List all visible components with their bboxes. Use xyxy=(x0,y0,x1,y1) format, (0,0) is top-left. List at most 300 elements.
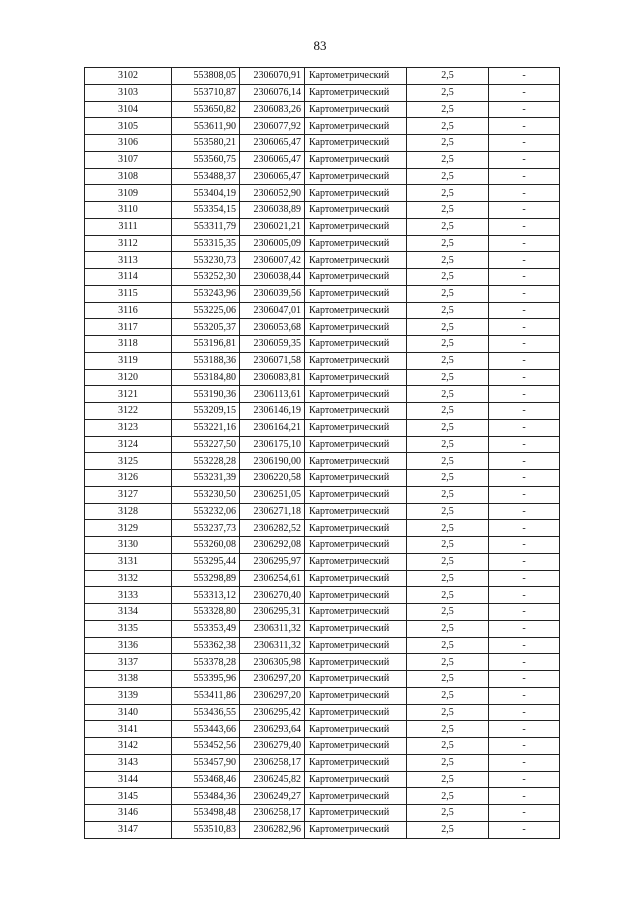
note-cell: - xyxy=(489,218,560,235)
y-coordinate-cell: 2306053,68 xyxy=(240,319,305,336)
note-cell: - xyxy=(489,302,560,319)
point-number-cell: 3123 xyxy=(85,419,172,436)
method-cell: Картометрический xyxy=(305,654,407,671)
x-coordinate-cell: 553457,90 xyxy=(172,754,240,771)
method-cell: Картометрический xyxy=(305,587,407,604)
table-row xyxy=(85,738,560,755)
method-cell: Картометрический xyxy=(305,553,407,570)
point-number-cell: 3128 xyxy=(85,503,172,520)
note-cell: - xyxy=(489,403,560,420)
method-cell: Картометрический xyxy=(305,151,407,168)
note-cell: - xyxy=(489,436,560,453)
point-number-cell: 3130 xyxy=(85,537,172,554)
note-cell: - xyxy=(489,520,560,537)
note-cell: - xyxy=(489,570,560,587)
note-cell: - xyxy=(489,687,560,704)
accuracy-cell: 2,5 xyxy=(407,754,489,771)
x-coordinate-cell: 553190,36 xyxy=(172,386,240,403)
table-row xyxy=(85,537,560,554)
note-cell: - xyxy=(489,235,560,252)
method-cell: Картометрический xyxy=(305,436,407,453)
point-number-cell: 3144 xyxy=(85,771,172,788)
x-coordinate-cell: 553252,30 xyxy=(172,269,240,286)
coordinates-table-body xyxy=(85,68,560,839)
method-cell: Картометрический xyxy=(305,369,407,386)
table-row xyxy=(85,520,560,537)
point-number-cell: 3135 xyxy=(85,620,172,637)
x-coordinate-cell: 553221,16 xyxy=(172,419,240,436)
y-coordinate-cell: 2306065,47 xyxy=(240,135,305,152)
method-cell: Картометрический xyxy=(305,252,407,269)
table-row xyxy=(85,470,560,487)
table-row xyxy=(85,101,560,118)
note-cell: - xyxy=(489,503,560,520)
accuracy-cell: 2,5 xyxy=(407,185,489,202)
note-cell: - xyxy=(489,620,560,637)
x-coordinate-cell: 553209,15 xyxy=(172,403,240,420)
method-cell: Картометрический xyxy=(305,118,407,135)
x-coordinate-cell: 553808,05 xyxy=(172,68,240,85)
y-coordinate-cell: 2306039,56 xyxy=(240,285,305,302)
y-coordinate-cell: 2306065,47 xyxy=(240,168,305,185)
table-row xyxy=(85,252,560,269)
accuracy-cell: 2,5 xyxy=(407,570,489,587)
note-cell: - xyxy=(489,721,560,738)
method-cell: Картометрический xyxy=(305,570,407,587)
note-cell: - xyxy=(489,419,560,436)
x-coordinate-cell: 553354,15 xyxy=(172,202,240,219)
method-cell: Картометрический xyxy=(305,721,407,738)
x-coordinate-cell: 553311,79 xyxy=(172,218,240,235)
method-cell: Картометрический xyxy=(305,704,407,721)
y-coordinate-cell: 2306164,21 xyxy=(240,419,305,436)
accuracy-cell: 2,5 xyxy=(407,352,489,369)
y-coordinate-cell: 2306071,58 xyxy=(240,352,305,369)
table-row xyxy=(85,135,560,152)
accuracy-cell: 2,5 xyxy=(407,604,489,621)
y-coordinate-cell: 2306297,20 xyxy=(240,671,305,688)
x-coordinate-cell: 553231,39 xyxy=(172,470,240,487)
point-number-cell: 3131 xyxy=(85,553,172,570)
table-row xyxy=(85,671,560,688)
table-row xyxy=(85,302,560,319)
x-coordinate-cell: 553313,12 xyxy=(172,587,240,604)
method-cell: Картометрический xyxy=(305,754,407,771)
table-row xyxy=(85,151,560,168)
accuracy-cell: 2,5 xyxy=(407,654,489,671)
y-coordinate-cell: 2306249,27 xyxy=(240,788,305,805)
accuracy-cell: 2,5 xyxy=(407,151,489,168)
method-cell: Картометрический xyxy=(305,503,407,520)
accuracy-cell: 2,5 xyxy=(407,721,489,738)
x-coordinate-cell: 553378,28 xyxy=(172,654,240,671)
method-cell: Картометрический xyxy=(305,486,407,503)
table-row xyxy=(85,386,560,403)
x-coordinate-cell: 553580,21 xyxy=(172,135,240,152)
method-cell: Картометрический xyxy=(305,269,407,286)
note-cell: - xyxy=(489,101,560,118)
y-coordinate-cell: 2306065,47 xyxy=(240,151,305,168)
x-coordinate-cell: 553710,87 xyxy=(172,84,240,101)
method-cell: Картометрический xyxy=(305,453,407,470)
point-number-cell: 3105 xyxy=(85,118,172,135)
y-coordinate-cell: 2306311,32 xyxy=(240,637,305,654)
table-row xyxy=(85,285,560,302)
accuracy-cell: 2,5 xyxy=(407,553,489,570)
point-number-cell: 3122 xyxy=(85,403,172,420)
y-coordinate-cell: 2306038,44 xyxy=(240,269,305,286)
y-coordinate-cell: 2306070,91 xyxy=(240,68,305,85)
y-coordinate-cell: 2306038,89 xyxy=(240,202,305,219)
method-cell: Картометрический xyxy=(305,771,407,788)
method-cell: Картометрический xyxy=(305,84,407,101)
accuracy-cell: 2,5 xyxy=(407,218,489,235)
y-coordinate-cell: 2306295,97 xyxy=(240,553,305,570)
note-cell: - xyxy=(489,654,560,671)
method-cell: Картометрический xyxy=(305,821,407,838)
x-coordinate-cell: 553452,56 xyxy=(172,738,240,755)
y-coordinate-cell: 2306258,17 xyxy=(240,754,305,771)
method-cell: Картометрический xyxy=(305,419,407,436)
accuracy-cell: 2,5 xyxy=(407,168,489,185)
note-cell: - xyxy=(489,553,560,570)
x-coordinate-cell: 553484,36 xyxy=(172,788,240,805)
accuracy-cell: 2,5 xyxy=(407,470,489,487)
note-cell: - xyxy=(489,319,560,336)
point-number-cell: 3119 xyxy=(85,352,172,369)
y-coordinate-cell: 2306113,61 xyxy=(240,386,305,403)
method-cell: Картометрический xyxy=(305,805,407,822)
note-cell: - xyxy=(489,336,560,353)
x-coordinate-cell: 553260,08 xyxy=(172,537,240,554)
x-coordinate-cell: 553395,96 xyxy=(172,671,240,688)
table-row xyxy=(85,821,560,838)
table-row xyxy=(85,84,560,101)
x-coordinate-cell: 553510,83 xyxy=(172,821,240,838)
table-row xyxy=(85,118,560,135)
table-row xyxy=(85,185,560,202)
accuracy-cell: 2,5 xyxy=(407,436,489,453)
coordinates-table xyxy=(84,67,560,839)
x-coordinate-cell: 553498,48 xyxy=(172,805,240,822)
y-coordinate-cell: 2306295,31 xyxy=(240,604,305,621)
note-cell: - xyxy=(489,252,560,269)
method-cell: Картометрический xyxy=(305,604,407,621)
method-cell: Картометрический xyxy=(305,68,407,85)
table-row xyxy=(85,604,560,621)
y-coordinate-cell: 2306047,01 xyxy=(240,302,305,319)
y-coordinate-cell: 2306005,09 xyxy=(240,235,305,252)
point-number-cell: 3140 xyxy=(85,704,172,721)
table-row xyxy=(85,587,560,604)
method-cell: Картометрический xyxy=(305,352,407,369)
y-coordinate-cell: 2306190,00 xyxy=(240,453,305,470)
table-row xyxy=(85,687,560,704)
y-coordinate-cell: 2306254,61 xyxy=(240,570,305,587)
table-row xyxy=(85,771,560,788)
y-coordinate-cell: 2306175,10 xyxy=(240,436,305,453)
note-cell: - xyxy=(489,151,560,168)
table-row xyxy=(85,788,560,805)
accuracy-cell: 2,5 xyxy=(407,788,489,805)
accuracy-cell: 2,5 xyxy=(407,336,489,353)
point-number-cell: 3132 xyxy=(85,570,172,587)
accuracy-cell: 2,5 xyxy=(407,587,489,604)
x-coordinate-cell: 553232,06 xyxy=(172,503,240,520)
table-row xyxy=(85,620,560,637)
note-cell: - xyxy=(489,537,560,554)
accuracy-cell: 2,5 xyxy=(407,520,489,537)
note-cell: - xyxy=(489,118,560,135)
note-cell: - xyxy=(489,805,560,822)
y-coordinate-cell: 2306021,21 xyxy=(240,218,305,235)
method-cell: Картометрический xyxy=(305,671,407,688)
note-cell: - xyxy=(489,185,560,202)
accuracy-cell: 2,5 xyxy=(407,285,489,302)
method-cell: Картометрический xyxy=(305,235,407,252)
point-number-cell: 3110 xyxy=(85,202,172,219)
y-coordinate-cell: 2306059,35 xyxy=(240,336,305,353)
point-number-cell: 3107 xyxy=(85,151,172,168)
accuracy-cell: 2,5 xyxy=(407,403,489,420)
point-number-cell: 3118 xyxy=(85,336,172,353)
point-number-cell: 3124 xyxy=(85,436,172,453)
y-coordinate-cell: 2306077,92 xyxy=(240,118,305,135)
accuracy-cell: 2,5 xyxy=(407,202,489,219)
x-coordinate-cell: 553362,38 xyxy=(172,637,240,654)
accuracy-cell: 2,5 xyxy=(407,537,489,554)
x-coordinate-cell: 553243,96 xyxy=(172,285,240,302)
point-number-cell: 3108 xyxy=(85,168,172,185)
point-number-cell: 3111 xyxy=(85,218,172,235)
method-cell: Картометрический xyxy=(305,185,407,202)
method-cell: Картометрический xyxy=(305,218,407,235)
table-row xyxy=(85,637,560,654)
note-cell: - xyxy=(489,386,560,403)
method-cell: Картометрический xyxy=(305,520,407,537)
note-cell: - xyxy=(489,369,560,386)
y-coordinate-cell: 2306295,42 xyxy=(240,704,305,721)
method-cell: Картометрический xyxy=(305,738,407,755)
y-coordinate-cell: 2306279,40 xyxy=(240,738,305,755)
method-cell: Картометрический xyxy=(305,386,407,403)
y-coordinate-cell: 2306251,05 xyxy=(240,486,305,503)
y-coordinate-cell: 2306007,42 xyxy=(240,252,305,269)
accuracy-cell: 2,5 xyxy=(407,235,489,252)
point-number-cell: 3141 xyxy=(85,721,172,738)
y-coordinate-cell: 2306292,08 xyxy=(240,537,305,554)
x-coordinate-cell: 553225,06 xyxy=(172,302,240,319)
table-row xyxy=(85,553,560,570)
x-coordinate-cell: 553611,90 xyxy=(172,118,240,135)
note-cell: - xyxy=(489,771,560,788)
point-number-cell: 3134 xyxy=(85,604,172,621)
method-cell: Картометрический xyxy=(305,788,407,805)
y-coordinate-cell: 2306293,64 xyxy=(240,721,305,738)
y-coordinate-cell: 2306297,20 xyxy=(240,687,305,704)
point-number-cell: 3139 xyxy=(85,687,172,704)
accuracy-cell: 2,5 xyxy=(407,101,489,118)
table-row xyxy=(85,336,560,353)
method-cell: Картометрический xyxy=(305,135,407,152)
x-coordinate-cell: 553328,80 xyxy=(172,604,240,621)
note-cell: - xyxy=(489,587,560,604)
table-row xyxy=(85,68,560,85)
point-number-cell: 3147 xyxy=(85,821,172,838)
x-coordinate-cell: 553295,44 xyxy=(172,553,240,570)
accuracy-cell: 2,5 xyxy=(407,453,489,470)
table-row xyxy=(85,654,560,671)
y-coordinate-cell: 2306052,90 xyxy=(240,185,305,202)
table-row xyxy=(85,403,560,420)
note-cell: - xyxy=(489,671,560,688)
note-cell: - xyxy=(489,202,560,219)
method-cell: Картометрический xyxy=(305,168,407,185)
y-coordinate-cell: 2306220,58 xyxy=(240,470,305,487)
note-cell: - xyxy=(489,285,560,302)
note-cell: - xyxy=(489,486,560,503)
point-number-cell: 3115 xyxy=(85,285,172,302)
accuracy-cell: 2,5 xyxy=(407,419,489,436)
point-number-cell: 3125 xyxy=(85,453,172,470)
x-coordinate-cell: 553315,35 xyxy=(172,235,240,252)
x-coordinate-cell: 553443,66 xyxy=(172,721,240,738)
point-number-cell: 3104 xyxy=(85,101,172,118)
table-row xyxy=(85,503,560,520)
table-row xyxy=(85,352,560,369)
accuracy-cell: 2,5 xyxy=(407,738,489,755)
y-coordinate-cell: 2306076,14 xyxy=(240,84,305,101)
accuracy-cell: 2,5 xyxy=(407,135,489,152)
table-row xyxy=(85,235,560,252)
note-cell: - xyxy=(489,84,560,101)
point-number-cell: 3103 xyxy=(85,84,172,101)
x-coordinate-cell: 553650,82 xyxy=(172,101,240,118)
note-cell: - xyxy=(489,470,560,487)
accuracy-cell: 2,5 xyxy=(407,486,489,503)
method-cell: Картометрический xyxy=(305,537,407,554)
point-number-cell: 3136 xyxy=(85,637,172,654)
note-cell: - xyxy=(489,604,560,621)
x-coordinate-cell: 553228,28 xyxy=(172,453,240,470)
point-number-cell: 3120 xyxy=(85,369,172,386)
note-cell: - xyxy=(489,704,560,721)
accuracy-cell: 2,5 xyxy=(407,319,489,336)
accuracy-cell: 2,5 xyxy=(407,687,489,704)
accuracy-cell: 2,5 xyxy=(407,637,489,654)
point-number-cell: 3137 xyxy=(85,654,172,671)
point-number-cell: 3121 xyxy=(85,386,172,403)
table-row xyxy=(85,486,560,503)
x-coordinate-cell: 553237,73 xyxy=(172,520,240,537)
table-row xyxy=(85,218,560,235)
x-coordinate-cell: 553298,89 xyxy=(172,570,240,587)
x-coordinate-cell: 553188,36 xyxy=(172,352,240,369)
accuracy-cell: 2,5 xyxy=(407,704,489,721)
x-coordinate-cell: 553230,73 xyxy=(172,252,240,269)
point-number-cell: 3112 xyxy=(85,235,172,252)
y-coordinate-cell: 2306083,81 xyxy=(240,369,305,386)
y-coordinate-cell: 2306282,52 xyxy=(240,520,305,537)
table-row xyxy=(85,319,560,336)
accuracy-cell: 2,5 xyxy=(407,118,489,135)
note-cell: - xyxy=(489,269,560,286)
accuracy-cell: 2,5 xyxy=(407,252,489,269)
point-number-cell: 3146 xyxy=(85,805,172,822)
method-cell: Картометрический xyxy=(305,620,407,637)
accuracy-cell: 2,5 xyxy=(407,821,489,838)
x-coordinate-cell: 553488,37 xyxy=(172,168,240,185)
point-number-cell: 3133 xyxy=(85,587,172,604)
method-cell: Картометрический xyxy=(305,302,407,319)
table-row xyxy=(85,269,560,286)
note-cell: - xyxy=(489,738,560,755)
table-row xyxy=(85,704,560,721)
accuracy-cell: 2,5 xyxy=(407,805,489,822)
table-row xyxy=(85,570,560,587)
method-cell: Картометрический xyxy=(305,687,407,704)
table-row xyxy=(85,202,560,219)
accuracy-cell: 2,5 xyxy=(407,68,489,85)
point-number-cell: 3138 xyxy=(85,671,172,688)
accuracy-cell: 2,5 xyxy=(407,369,489,386)
y-coordinate-cell: 2306146,19 xyxy=(240,403,305,420)
x-coordinate-cell: 553436,55 xyxy=(172,704,240,721)
table-row xyxy=(85,369,560,386)
table-row xyxy=(85,168,560,185)
table-row xyxy=(85,419,560,436)
note-cell: - xyxy=(489,68,560,85)
point-number-cell: 3106 xyxy=(85,135,172,152)
point-number-cell: 3142 xyxy=(85,738,172,755)
note-cell: - xyxy=(489,453,560,470)
x-coordinate-cell: 553411,86 xyxy=(172,687,240,704)
x-coordinate-cell: 553205,37 xyxy=(172,319,240,336)
method-cell: Картометрический xyxy=(305,336,407,353)
method-cell: Картометрический xyxy=(305,202,407,219)
point-number-cell: 3126 xyxy=(85,470,172,487)
x-coordinate-cell: 553196,81 xyxy=(172,336,240,353)
point-number-cell: 3117 xyxy=(85,319,172,336)
accuracy-cell: 2,5 xyxy=(407,771,489,788)
accuracy-cell: 2,5 xyxy=(407,503,489,520)
note-cell: - xyxy=(489,821,560,838)
x-coordinate-cell: 553404,19 xyxy=(172,185,240,202)
note-cell: - xyxy=(489,754,560,771)
x-coordinate-cell: 553468,46 xyxy=(172,771,240,788)
point-number-cell: 3127 xyxy=(85,486,172,503)
point-number-cell: 3113 xyxy=(85,252,172,269)
y-coordinate-cell: 2306258,17 xyxy=(240,805,305,822)
accuracy-cell: 2,5 xyxy=(407,620,489,637)
point-number-cell: 3109 xyxy=(85,185,172,202)
method-cell: Картометрический xyxy=(305,470,407,487)
y-coordinate-cell: 2306311,32 xyxy=(240,620,305,637)
method-cell: Картометрический xyxy=(305,637,407,654)
table-row xyxy=(85,805,560,822)
table-row xyxy=(85,436,560,453)
note-cell: - xyxy=(489,788,560,805)
table-row xyxy=(85,754,560,771)
point-number-cell: 3114 xyxy=(85,269,172,286)
accuracy-cell: 2,5 xyxy=(407,269,489,286)
page-number: 83 xyxy=(313,38,327,53)
y-coordinate-cell: 2306270,40 xyxy=(240,587,305,604)
x-coordinate-cell: 553353,49 xyxy=(172,620,240,637)
note-cell: - xyxy=(489,135,560,152)
y-coordinate-cell: 2306305,98 xyxy=(240,654,305,671)
method-cell: Картометрический xyxy=(305,319,407,336)
